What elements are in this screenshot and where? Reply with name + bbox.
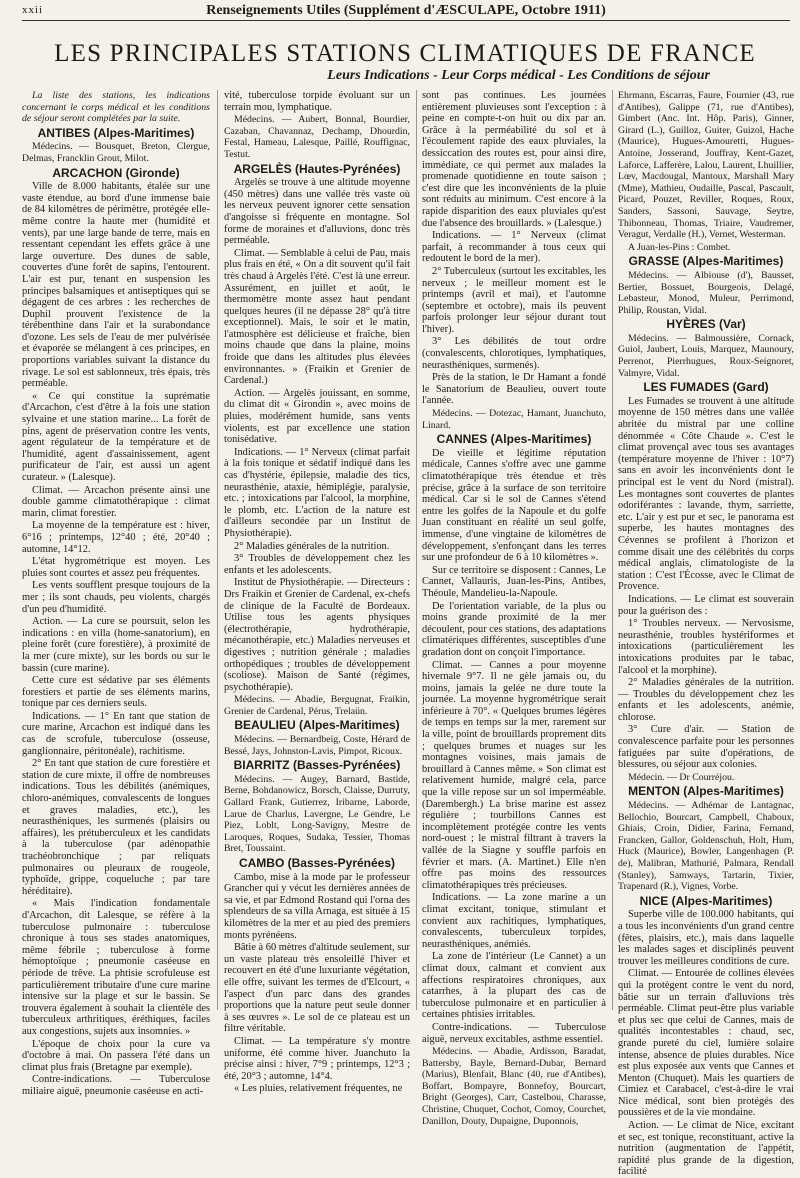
paragraph: 2° En tant que station de cure forestière et station de cure mixte, il offre de nombreuses indications. Tous les débilités (anémiques, chloro-anémiques, convalescents de longues et graves maladies, etc.), les neurasthéniques, les surmenés (plaisirs ou affaires), les prétuberculeux et les candidats à la tuberculose (par adénopathie trachéobronchique ; par reliquats pulmonaires ou pleuraux de rougeole, typhoïde, grippe, coqueluche ; par tare héréditaire). [22, 758, 210, 897]
station-heading-hyeres: HYÈRES (Var) [666, 317, 746, 332]
paragraph: De vieille et légitime réputation médicale, Cannes s'offre avec une gamme climatothérapique très étendue et très précise, grâce à la surface de son territoire médical. Car si le sol de Cannes s'étend entre les golfes de la Napoule et du golfe Juan constituant en réalité un seul golfe, immense, d'une vingtaine de kilomètres de développement, s'enfonçant dans les terres sur une profondeur de 6 à 10 kilomètres ». [422, 447, 606, 564]
medecins-arcachon: Médecins. — Aubert, Bonnal, Bourdier, Cazaban, Chavannaz, Dechamp, Dhourdin, Festal, Hameau, Lalesque, Paillé, Rouffignac, Testut. [224, 114, 410, 160]
medecins-menton: Médecins. — Adhémar de Lantagnac, Bellochio, Bourcart, Campbell, Chaboux, Ghiais, Croin, Didier, Farina, Fernand, Francken, Gallor, Goldenschuh, Holt, Hum, Huck (Maurice), Bowler, Langenhagen (P. de), Malibran, Mathurié, Palmara, Rendall (Stanley), Samways, Tartarin, Tixier, Trapenard (R.), Vignes, Vorbe. [618, 800, 794, 893]
station-heading-cambo: CAMBO (Basses-Pyrénées) [238, 856, 396, 870]
paragraph: 2° Maladies générales de la nutrition. [234, 540, 390, 552]
paragraph: Indications. — 1° En tant que station de cure marine, Arcachon est indiqué dans les cas de scrofule, tuberculose (osseuse, ganglionnaire, péritonéale), rachitisme. [22, 710, 210, 757]
station-heading-antibes: ANTIBES (Alpes-Maritimes) [37, 125, 195, 140]
column-4 [618, 90, 794, 1178]
paragraph: Près de la station, le Dr Hamant a fondé le Sanatorium de Beaulieu, ouvert toute l'année. [422, 372, 606, 407]
paragraph: La zone de l'intérieur (Le Cannet) a un climat doux, calmant et convient aux affections respiratoires chroniques, aux catarrhes, à la plupart des cas de tuberculose pulmonaire et en particulier à certaines phtisies irritables. [422, 951, 606, 1021]
paragraph: A Juan-les-Pins : Combet. [628, 241, 731, 253]
paragraph: Climat. — Entourée de collines élevées qui la protègent contre le vent du nord, bâtie sur un terrain d'alluvions très perméable. Climat peut-être plus variable et plus sec que celui de Cannes, mais de qualités incontestables : chaud, sec, grande pureté du ciel, lumière solaire intense, absence de pluies durables. Nice est plus exposée aux vents que Cannes et Menton (Chuquet). Mais les quartiers de Cimiez et Carabacel, c'est-à-dire le vrai Nice médical, sont bien protégés des poussières et de la vie mondaine. [618, 968, 794, 1119]
paragraph: 2° Tuberculeux (surtout les excitables, les nerveux ; le meilleur moment est le printemps (avril et mai), et l'automne (septembre et octobre), mais ils peuvent parfois prolonger leur séjour durant tout l'hiver). [422, 265, 606, 335]
medecins-biarritz: Médecins. — Augey, Barnard, Bastide, Berne, Bohdanowicz, Borsch, Claisse, Durruty, Gallard Frank, Gutierrez, Iribarne, Laborde, Larue de Charlus, Lavergne, Le Gendre, Le Piez, Loblt, Long-Savigny, Mestre de Laroques, Roques, Sudaka, Tessier, Thomas Bret, Toussaint. [224, 773, 410, 855]
medecins-hyeres: Médecins. — Balmoussière, Cornack, Guiol, Jaubert, Louis, Marquez, Maunoury, Perrenot, Pierrhugues, Roux-Seignoret, Valmyre, Vidal. [618, 332, 794, 379]
medecins-cannes-cont: Ehrmann, Escarras, Faure, Fournier (43, rue d'Antibes), Galippe (71, rue d'Antibes), Gimbert (Anc. Int. Hôp. Paris), Ginner, Girard (L.), Guilloz, Guiter, Guizol, Hache (Maurice), Hugues-Amouretti, Hugues-Antoine, Josserand, Jouffray, Kent-Gazet, Laforce, Lafferère, Lalou, Laurent, Lhuillier, Lœv, Macdougal, Mantoux, Marshall Mary (Mme), Mathieu, Oudaille, Pascal, Pascault, Picard, Pouzet, Reviller, Roques, Roux, Sanders, Sassoni, Sauvage, Seytre, Thibonneau, Thomas, Triaire, Vaudremer, Veragut, Verdalle (H.), Vernet, Westerman. [618, 90, 794, 241]
station-heading-fumades: LES FUMADES (Gard) [643, 380, 769, 395]
medecins-grasse: Médecins. — Albiouse (d'), Bausset, Bertier, Bossuet, Bourgeois, Delagé, Lebasteur, Monod, Muleur, Perrimond, Philip, Roustan, Vidal. [618, 269, 794, 316]
medecins-cambo: Médecins. — Dotezac, Hamant, Juanchuto, Linard. [422, 408, 606, 431]
paragraph: Indications. — 1° Nerveux (climat parfait, à recommander à tous ceux qui redoutent le bord de la mer). [422, 230, 606, 265]
page-number: xxii [22, 4, 44, 16]
paragraph: « Les pluies, relativement fréquentes, ne [234, 1083, 403, 1095]
paragraph: Cette cure est sédative par ses éléments forestiers et partie de ses éléments marins, tonique par ces derniers seuls. [22, 675, 210, 710]
medecins-beaulieu: Médecins. — Bernardbeig, Coste, Hérard de Bessé, Jays, Johnston-Lavis, Pimpot, Ricoux. [224, 734, 410, 757]
paragraph: 2° Maladies générales de la nutrition. — Troubles du développement chez les enfants et les adolescents, anémie, chlorose. [618, 677, 794, 723]
station-heading-arcachon: ARCACHON (Gironde) [52, 165, 180, 180]
paragraph: Action. — Le climat de Nice, excitant et sec, est tonique, reconstituant, active la nutrition (augmentation de l'appétit, rapidité plus grande de la digestion, facilité [618, 1120, 794, 1178]
paragraph: Bâtie à 60 mètres d'altitude seulement, sur un vaste plateau très ensoleillé l'hiver et recouvert en été d'une luxuriante végétation, elle offre, suivant les termes de d'Elcourt, « l'aspect d'un parc dans des grandes proportions que la nature peut seule donner à ses œuvres ». Le sol de ce plateau est un filtre véritable. [224, 942, 410, 1035]
paragraph: L'époque de choix pour la cure va d'octobre à mai. On passera l'été dans un climat plus frais (Bretagne par exemple). [22, 1038, 210, 1073]
station-heading-nice: NICE (Alpes-Maritimes) [639, 893, 773, 908]
paragraph: 3° Troubles de développement chez les enfants et les adolescents. [224, 553, 410, 576]
paragraph: Climat. — Semblable à celui de Pau, mais plus frais en été, « On a dit souvent qu'il fait très chaud à Argelès l'été. C'est là une erreur. Assurément, en juillet et août, le thermomètre monte assez haut pendant quelques heures (il ne dépasse 28° qu'à titre exceptionnel). Mais, le soir et le matin, l'atmosphère est délicieuse et fraîche, bien moins chaude que dans la plaine, moins froide que dans les altitudes plus élevées environnantes. » (Fraikin et Grenier de Cardenal.) [224, 247, 410, 387]
paragraph: 3° Les débilités de tout ordre (convalescents, chlorotiques, lymphatiques, neurasthéniques, surmenés). [422, 336, 606, 371]
paragraph: Sur ce territoire se disposent : Cannes, Le Cannet, Vallauris, Juan-les-Pins, Antibes, Théoule, Mandelieu-la-Napoule. [422, 564, 606, 599]
station-heading-menton: MENTON (Alpes-Maritimes) [628, 784, 784, 799]
paragraph: Indications. — Le climat est souverain pour la guérison des : [618, 593, 794, 617]
station-heading-grasse: GRASSE (Alpes-Maritimes) [628, 254, 784, 269]
paragraph: sont pas continues. Les journées entièrement pluvieuses sont l'exception : à peine en compte-t-on huit ou dix par an. Grâce à la perméabilité du sol et à l'écoulement rapide des eaux pluviales, la dessiccation des routes est, pour ainsi dire, immédiate, ce qui permet aux malades la promenade quotidienne en toute saison ; c'est dire que les inconvénients de la pluie sont réduits au minimum. C'est encore à la rapide disparition des eaux pluviales qu'est due l'absence des brouillards. » (Lalesque.) [422, 90, 606, 229]
paragraph: Superbe ville de 100.000 habitants, qui a tous les inconvénients d'un grand centre (fêtes, plaisirs, etc.), mais dans laquelle les malades sages et disciplinés peuvent trouver les meilleures conditions de cure. [618, 909, 794, 967]
medecins-antibes: Médecins. — Bousquet, Breton, Clergue, Delmas, Francklin Grout, Milot. [22, 141, 210, 164]
paragraph: Contre-indications. — Tuberculose aiguë, nerveux excitables, asthme essentiel. [422, 1021, 606, 1045]
station-heading-beaulieu: BEAULIEU (Alpes-Maritimes) [234, 718, 400, 733]
paragraph: Cambo, mise à la mode par le professeur Grancher qui y vécut les dernières années de sa vie, et par Edmond Rostand qui l'orna des splendeurs de sa villa Arnaga, est située à 15 kilomètres de la mer et au pied des premiers monts pyrénéens. [224, 871, 410, 941]
medecins-cannes: Médecins. — Abadie, Ardisson, Baradat, Battersby, Bayle, Bernard-Dubar, Bernard (Marius), Blenfait, Blanc (40, rue d'Antibes), Boffart, Bompayre, Bonnefoy, Bourcart, Bright (Georges), Carr, Castelbou, Charasse, Christine, Chuquet, Cochot, Comoy, Courchet, Danillon, Douty, Dupaigne, Duponnois, [422, 1046, 606, 1127]
paragraph: De l'orientation variable, de la plus ou moins grande proximité de la mer découlent, pour ces stations, des adaptations climatériques différentes, susceptibles d'une gradation dont on conçoit l'importance. [422, 600, 606, 658]
medecins-argeles: Médecins. — Abadie, Bergugnat, Fraikin, Grenier de Cardenal, Pérus, Trelaün. [224, 694, 410, 717]
paragraph: vité, tuberculose torpide évoluant sur un terrain mou, lymphatique. [224, 90, 410, 113]
running-title: Renseignements Utiles (Supplément d'ÆSCULAPE, Octobre 1911) [206, 3, 606, 18]
paragraph: Action. — Argelès jouissant, en somme, du climat dit « Girondin », avec moins de pluies, modérément humide, sans vents violents, est par excellence une station tonisédative. [224, 387, 410, 446]
running-header [22, 2, 790, 21]
paragraph: Climat. — La température s'y montre uniforme, été comme hiver. Juanchuto la précise ainsi : hiver, 7°9 ; printemps, 12°3 ; été, 20°3 ; automne, 14°4. [224, 1035, 410, 1082]
station-heading-argeles: ARGELÈS (Hautes-Pyrénées) [233, 161, 401, 176]
paragraph: Ville de 8.000 habitants, étalée sur une vaste étendue, au bord d'une immense baie de 84 kilomètres de périmètre, protégée elle-même contre la haute mer (humidité et vents), par une large bande de terre, mais en ressentant cependant les effets grâce à une large ouverture. Des dunes de sable, couvertes d'une forêt de sapins, l'entourent. L'air est pur, tenant en suspension les principes balsamiques et antiseptiques qui se dégagent de ces arbres : les recherches de Duphil prouvent l'existence de la térébenthine dans l'air et la surabondance d'ozone. Les sels de l'eau de mer pulvérisée et évaporée se mélangent à ces principes, en proportions variables suivant la distance du rivage. Le sol est sablonneux, très épais, très perméable. [22, 181, 210, 390]
paragraph: « Ce qui constitue la suprématie d'Arcachon, c'est d'être à la fois une station sylvaine et une station marine... La forêt de pins, agent de préservation contre les vents, agent régulateur de la température et de l'humidité, agent d'assainissement, agent purificateur de l'air, est aussi un agent curateur. » (Lalesque). [22, 390, 210, 483]
column-3 [422, 90, 606, 1127]
paragraph: Les Fumades se trouvent à une altitude moyenne de 150 mètres dans une vallée abritée du mistral par une colline dénommée « Côte Chaude ». C'est le climat provençal avec tous ses avantages (température moyenne de l'hiver : 10°7) sans en avoir les inconvénients dont le principal est le vent du Nord (mistral). Les montagnes sont couvertes de plantes odoriférantes : lavande, thym, sarriette, etc. L'air y est pur et sec, le panorama est superbe, les hautes montagnes des Cévennes se profilent à l'horizon et comme disait une des célébrités du corps médical anglais, climatologiste de la station : C'est l'Écosse, avec le Climat de Provence. [618, 395, 794, 593]
paragraph: 3° Cure d'air. — Station de convalescence parfaite pour les personnes fatiguées par suite d'opérations, de blessures, ou séjour aux colonies. [618, 724, 794, 771]
column-1 [22, 90, 210, 1097]
column-2 [224, 90, 410, 1095]
paragraph: Institut de Physiothérapie. — Directeurs : Drs Fraikin et Grenier de Cardenal, ex-chefs de clinique de la Faculté de Bordeaux. Utilise tous les agents physiques (électrothérapie, hydrothérapie, mécanothérapie, etc.) Maladies nerveuses et digestives ; nutrition générale ; maladies orthopédiques ; troubles de développement (scoliose). Maison de Santé (régimes, psychothérapie). [224, 577, 410, 693]
paragraph: Les vents soufflent presque toujours de la mer ; ils sont chauds, peu violents, chargés d'un peu d'humidité. [22, 580, 210, 615]
medecin-fumades: Médecin. — Dr Courréjou. [628, 771, 735, 783]
paragraph: La moyenne de la température est : hiver, 6°16 ; printemps, 12°40 ; été, 20°40 ; automne, 14°12. [22, 520, 210, 555]
intro-note: La liste des stations, les indications concernant le corps médical et les conditions de séjour seront complétées par la suite. [22, 90, 210, 125]
station-heading-biarritz: BIARRITZ (Basses-Pyrénées) [233, 758, 401, 773]
paragraph: 1° Troubles nerveux. — Nervosisme, neurasthénie, troubles hystériformes et intoxications (particulièrement les intoxications produites par le tabac, l'alcool et la morphine). [618, 618, 794, 676]
paragraph: Indications. — La zone marine a un climat excitant, tonique, stimulant et convient aux rachitiques, lymphatiques, convalescents, tuberculeux torpides, neurasthéniques, anémiés. [422, 892, 606, 950]
page-title: LES PRINCIPALES STATIONS CLIMATIQUES DE FRANCE [54, 40, 756, 67]
column-rule [612, 90, 613, 1010]
paragraph: Indications. — 1° Nerveux (climat parfait à la fois tonique et sédatif indiqué dans les cas d'hystérie, épilepsie, maladie des tics, neurasthénie, ataxie, hémiplégie, paralysie, etc. ; intoxications par l'alcool, la morphine, le plomb, etc. L'action de la nature est d'ailleurs secondée par un Institut de Physiothérapie). [224, 446, 410, 539]
column-rule [416, 90, 417, 1010]
paragraph: L'état hygrométrique est moyen. Les pluies sont courtes et assez peu fréquentes. [22, 556, 210, 579]
paragraph: Climat. — Arcachon présente ainsi une double gamme climatothérapique : climat marin, climat forestier. [22, 484, 210, 519]
paragraph: Action. — La cure se poursuit, selon les indications : en villa (home-sanatorium), en pleine forêt (cure forestière), à proximité de la mer (cure mixte), sur les bords ou sur le bassin (cure marine). [22, 616, 210, 674]
paragraph: Climat. — Cannes a pour moyenne hivernale 9°7. Il ne gèle jamais ou, du moins, jamais la gelée ne dure toute la journée. La moyenne hygrométrique serait inférieure à 70°. « Quelques brumes légères de temps en temps sur la mer, rarement sur la ville, point de brouillards proprement dits ; quelques brumes et nuages sur les montagnes voisines, mais jamais de brouillard à Cannes même. » Son climat est relativement humide, malgré cela, parce que la ville repose sur un sol imperméable. (Darembergh.) La brise marine est assez régulière ; tourbillons Cannes est incomplètement protégée contre les vents nord-ouest ; le mistral filtrant à travers la vallée de la Siagne y souffle parfois en février et mars. (A. Martinet.) Elle n'en offre pas moins des ressources climatothérapiques très précieuses. [422, 659, 606, 891]
page-subtitle: Leurs Indications - Leur Corps médical - Les Conditions de séjour [327, 68, 710, 83]
paragraph: « Mais l'indication fondamentale d'Arcachon, dit Lalesque, se réfère à la tuberculose pulmonaire : tuberculose chronique à tous ses stades anatomiques, même fébrile ; tuberculose à forme hémoptoïque ; pneumonie caséeuse en période de trêve. La phtisie scrofuleuse est particulièrement tributaire d'une cure marine intensive sur la plage et sur le bassin. Se trouvera également à souhait la clientèle des tuberculeux arthritiques, éréthiques, faciles aux congestions, sujets aux insomnies. » [22, 898, 210, 1037]
paragraph: Argelès se trouve à une altitude moyenne (450 mètres) dans une vallée très vaste où les nerveux peuvent ignorer cette sensation d'angoisse si fréquente en montagne. Sol forme de moraines et d'alluvions, donc très perméable. [224, 177, 410, 247]
paragraph: Contre-indications. — Tuberculose miliaire aiguë, pneumonie caséeuse en acti- [22, 1074, 210, 1097]
column-rule [217, 90, 218, 1010]
station-heading-cannes: CANNES (Alpes-Maritimes) [436, 432, 592, 447]
